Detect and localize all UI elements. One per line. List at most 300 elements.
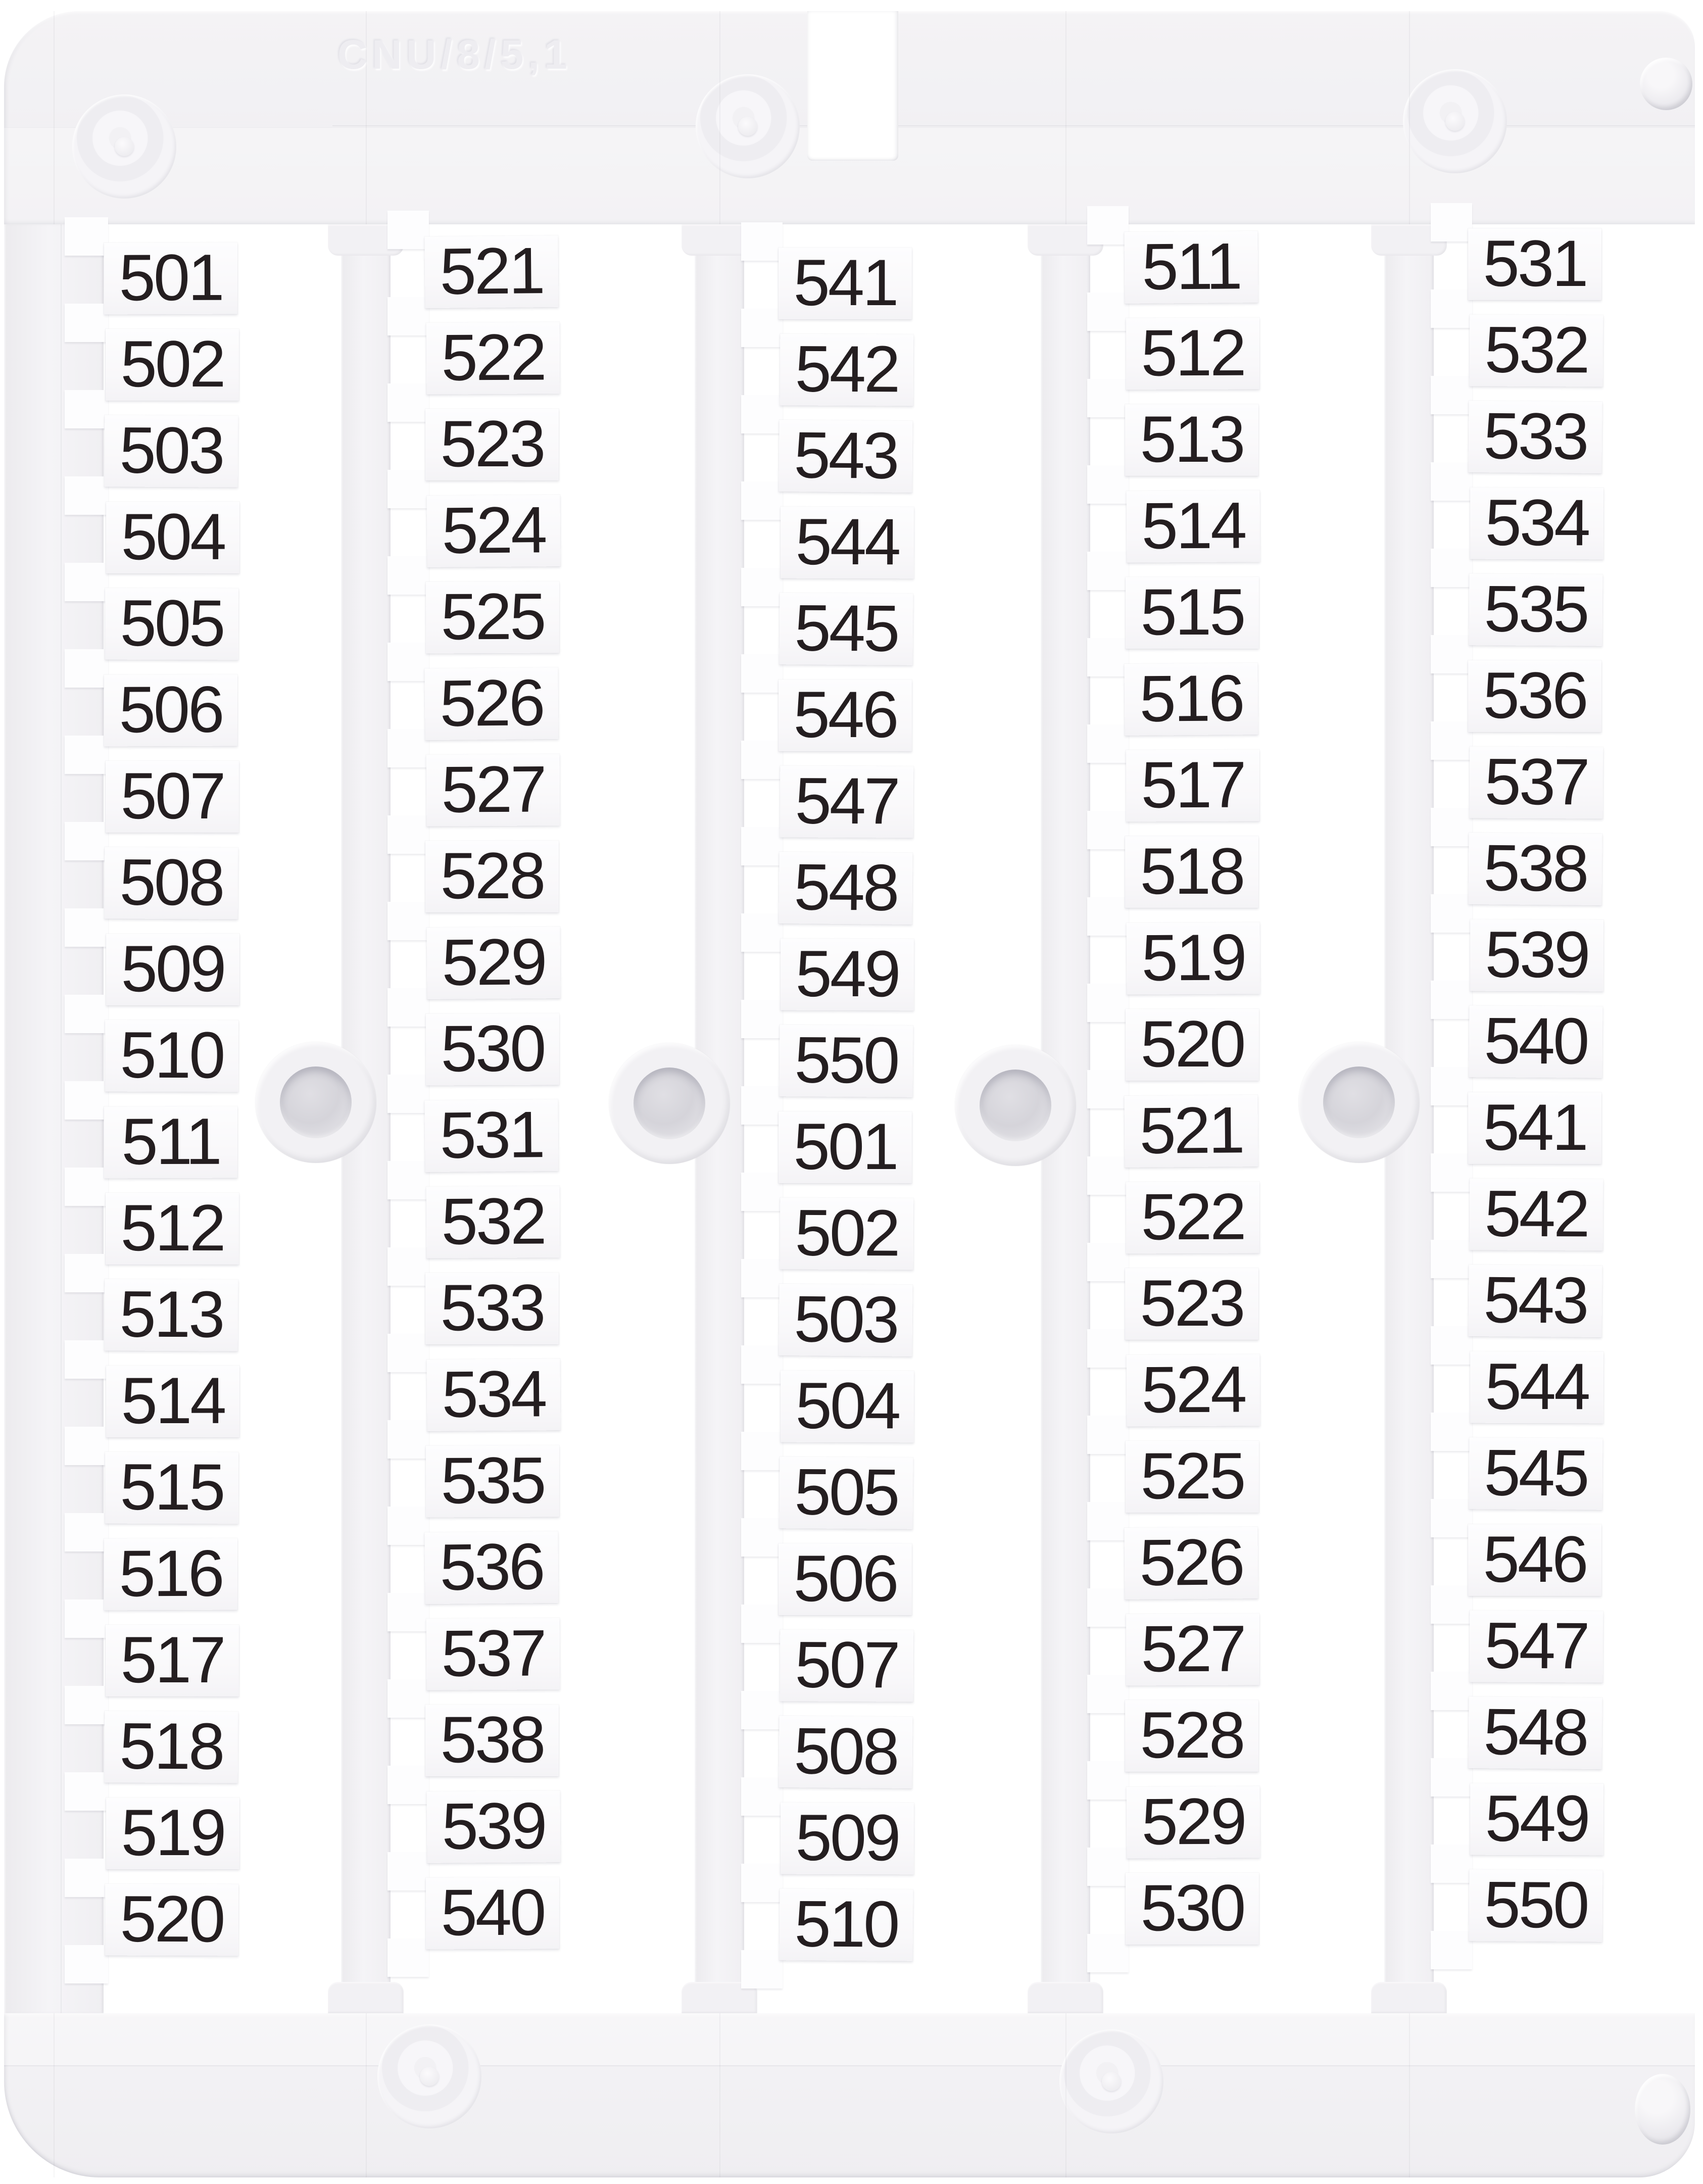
marker-tag — [1126, 747, 1259, 822]
strip-tab — [65, 1859, 108, 1897]
marker-tag — [426, 1445, 559, 1518]
marker-tag — [1469, 1005, 1603, 1078]
marker-tag — [780, 1197, 914, 1270]
marker-tag — [778, 1111, 912, 1183]
marker-tag — [104, 242, 237, 315]
marker-tag — [105, 1279, 238, 1351]
tag-number: 505 — [120, 586, 224, 660]
marker-tag — [105, 588, 238, 660]
tag-number: 512 — [1141, 315, 1245, 390]
marker-tag — [780, 1629, 914, 1702]
marker-tag — [1468, 1524, 1601, 1596]
marker-tag — [426, 1618, 560, 1690]
tag-number: 510 — [794, 1886, 898, 1961]
marker-tag — [781, 1368, 914, 1443]
marker-tag — [1126, 1438, 1259, 1513]
strip-tab — [741, 1950, 783, 1988]
tag-number: 545 — [794, 591, 898, 665]
strip-tab — [1087, 379, 1129, 417]
tag-number: 531 — [1483, 226, 1587, 301]
tag-number: 528 — [1140, 1697, 1244, 1772]
marker-tag — [1126, 315, 1259, 390]
tag-number: 506 — [793, 1541, 897, 1616]
marker-tag — [105, 1711, 238, 1783]
tag-number: 530 — [1140, 1870, 1244, 1945]
strip-tab — [387, 1161, 429, 1199]
ejector-pin-mark — [377, 2024, 481, 2128]
strip-tab — [1087, 465, 1129, 504]
tag-number: 514 — [121, 1363, 225, 1438]
strip-tab — [387, 643, 429, 681]
mounting-hole — [280, 1066, 352, 1138]
strip-tab — [1087, 724, 1129, 763]
strip-tab — [65, 1686, 108, 1724]
tag-number: 513 — [119, 1277, 223, 1351]
tag-number: 542 — [1484, 1176, 1588, 1251]
marker-tag — [1127, 1786, 1260, 1858]
tag-number: 538 — [1483, 831, 1588, 905]
spine-foot — [1028, 1982, 1103, 2013]
tag-number: 533 — [440, 1270, 544, 1345]
strip-tab — [1431, 1326, 1472, 1365]
marker-tag — [780, 333, 914, 406]
marker-tag — [425, 1702, 559, 1777]
spine-foot — [328, 1982, 404, 2013]
ejector-pin-mark — [72, 94, 176, 199]
marker-tag — [105, 1449, 238, 1524]
tag-number: 537 — [1484, 744, 1588, 819]
marker-tag — [426, 322, 560, 394]
tag-number: 550 — [794, 1023, 898, 1097]
marker-tag — [1126, 1179, 1259, 1254]
marker-tag — [424, 235, 558, 308]
embossed-code: CNU/8/5,1 — [337, 32, 572, 78]
tag-number: 509 — [121, 931, 225, 1006]
marker-tag — [780, 593, 913, 665]
tag-number: 503 — [793, 1282, 898, 1356]
strip-tab — [65, 476, 108, 515]
tag-number: 507 — [795, 1627, 899, 1702]
strip-tab — [741, 827, 783, 865]
marker-tag — [1469, 1869, 1603, 1942]
marker-tag — [105, 847, 238, 919]
strip-tab — [387, 1938, 429, 1977]
strip-tab — [1431, 721, 1472, 760]
marker-tag — [1125, 404, 1258, 476]
tag-number: 535 — [1484, 571, 1588, 646]
strip-tab — [1087, 206, 1129, 245]
rail-seam — [719, 2013, 720, 2177]
strip-tab — [1431, 981, 1472, 1019]
strip-tab — [387, 383, 429, 422]
strip-tab — [65, 1772, 108, 1811]
strip-tab — [1087, 1156, 1129, 1195]
marker-tag — [1126, 1611, 1259, 1686]
tag-number: 536 — [439, 1529, 544, 1604]
strip-tab — [65, 995, 108, 1033]
tag-number: 516 — [1139, 661, 1243, 736]
marker-tag — [106, 1363, 239, 1438]
strip-tab — [741, 654, 783, 693]
tag-number: 539 — [442, 1788, 546, 1863]
strip-tab — [1431, 462, 1472, 501]
strip-tab — [387, 902, 429, 940]
tag-number: 501 — [119, 240, 223, 315]
strip-tab — [387, 1420, 429, 1459]
tag-number: 540 — [1484, 1003, 1588, 1078]
strip-tab — [1431, 1413, 1472, 1451]
tag-number: 517 — [1141, 747, 1245, 822]
strip-tab — [1087, 1416, 1129, 1454]
strip-tab — [1431, 894, 1472, 933]
tag-number: 544 — [795, 504, 899, 579]
tag-number: 524 — [1141, 1352, 1245, 1427]
marker-tag — [780, 1888, 913, 1961]
marker-tag — [778, 1284, 912, 1356]
strip-tab — [741, 913, 783, 952]
strip-tab — [1087, 897, 1129, 936]
strip-tab — [741, 1518, 783, 1557]
tag-number: 526 — [439, 665, 544, 740]
strip-tab — [1087, 984, 1129, 1022]
tag-number: 535 — [441, 1443, 545, 1518]
tag-number: 538 — [440, 1702, 544, 1777]
marker-tag — [426, 1013, 559, 1086]
marker-tag — [426, 1358, 560, 1431]
strip-tab — [65, 563, 108, 601]
spine-foot — [1371, 1982, 1447, 2013]
marker-tag — [424, 1531, 558, 1604]
top-rail — [4, 11, 1695, 224]
marker-tag — [1127, 1354, 1260, 1426]
tag-number: 520 — [1140, 1006, 1244, 1081]
strip-tab — [1431, 203, 1472, 241]
strip-tab — [65, 304, 108, 342]
tag-number: 549 — [1485, 1781, 1589, 1856]
tag-number: 529 — [1141, 1784, 1245, 1859]
marker-tag — [1127, 922, 1260, 994]
strip-tab — [65, 1513, 108, 1551]
strip-tab — [1087, 638, 1129, 676]
tag-number: 550 — [1484, 1867, 1588, 1942]
strip-tab — [387, 470, 429, 508]
tag-number: 537 — [441, 1616, 545, 1690]
marker-tag — [781, 936, 914, 1011]
bottom-rail — [4, 2013, 1695, 2177]
tag-number: 528 — [440, 838, 544, 913]
tag-number: 547 — [795, 763, 899, 838]
marker-tag — [1470, 746, 1603, 818]
marker-tag — [426, 581, 559, 654]
rail-seam — [54, 2013, 55, 2177]
corner-dimple — [1635, 2074, 1690, 2145]
strip-tab — [1087, 1588, 1129, 1627]
strip-tab — [387, 729, 429, 767]
tag-number: 519 — [121, 1795, 225, 1870]
strip-tab — [387, 1247, 429, 1286]
marker-tag — [780, 1454, 913, 1529]
strip-tab — [741, 568, 783, 606]
tag-number: 542 — [795, 331, 899, 406]
marker-tag — [1126, 1006, 1259, 1081]
strip-spine-seam — [61, 224, 62, 2013]
tag-number: 540 — [441, 1875, 545, 1950]
strip-tab — [1431, 1240, 1472, 1278]
tag-number: 504 — [121, 499, 225, 574]
marker-tag — [1470, 919, 1603, 992]
marker-tag — [1127, 490, 1260, 562]
marker-tag — [1468, 228, 1601, 300]
tag-number: 531 — [439, 1097, 544, 1172]
strip-tab — [741, 1345, 783, 1384]
strip-tab — [1431, 1758, 1472, 1797]
tag-number: 511 — [121, 1104, 220, 1179]
marker-tag — [778, 245, 912, 320]
marker-tag — [1470, 1351, 1603, 1424]
strip-tab — [1087, 811, 1129, 849]
strip-tab — [1087, 1761, 1129, 1800]
strip-tab — [387, 1075, 429, 1113]
marker-tag — [1124, 231, 1258, 304]
tag-number: 536 — [1483, 658, 1587, 733]
tag-number: 518 — [119, 1709, 223, 1783]
tag-number: 534 — [1485, 485, 1589, 560]
mounting-hole-lobe — [609, 1043, 730, 1164]
marker-tag — [425, 838, 559, 913]
tag-number: 529 — [442, 925, 546, 999]
mounting-hole-lobe — [255, 1042, 376, 1163]
tag-number: 539 — [1485, 917, 1589, 992]
mounting-hole — [634, 1067, 705, 1139]
strip-tab — [65, 1081, 108, 1120]
tag-number: 502 — [120, 326, 224, 401]
tag-number: 545 — [1484, 1435, 1588, 1510]
marker-tag — [426, 495, 560, 567]
strip-tab — [387, 988, 429, 1027]
strip-tab — [741, 1691, 783, 1729]
tag-number: 510 — [120, 1017, 224, 1092]
tag-number: 530 — [441, 1011, 545, 1086]
marker-tag — [778, 1716, 912, 1788]
tag-number: 549 — [795, 936, 899, 1011]
marker-tag — [1469, 1437, 1603, 1510]
marker-tag — [106, 1622, 239, 1697]
marker-tag — [106, 326, 239, 401]
tag-number: 504 — [795, 1368, 899, 1443]
strip-tab — [387, 1766, 429, 1804]
tag-number: 503 — [119, 413, 223, 488]
strip-tab — [387, 297, 429, 335]
tag-number: 507 — [120, 758, 224, 833]
rail-seam — [54, 11, 55, 224]
tag-number: 511 — [1141, 229, 1241, 304]
strip-tab — [1087, 1329, 1129, 1368]
tag-number: 520 — [120, 1881, 224, 1956]
strip-tab — [387, 1679, 429, 1718]
strip-tab — [741, 1432, 783, 1470]
tag-number: 521 — [439, 233, 544, 308]
tag-number: 532 — [1484, 312, 1588, 387]
strip-tab — [65, 1427, 108, 1465]
marker-tag — [1468, 401, 1602, 473]
tag-number: 508 — [793, 1714, 898, 1788]
strip-tab — [741, 1605, 783, 1643]
marker-tag — [778, 852, 912, 925]
tag-number: 502 — [795, 1195, 899, 1270]
tag-number: 506 — [119, 672, 223, 747]
tag-number: 519 — [1141, 920, 1245, 995]
marker-tag — [1470, 1783, 1603, 1856]
strip-tab — [1431, 1672, 1472, 1710]
marker-tag — [426, 754, 560, 826]
tag-number: 522 — [441, 320, 545, 395]
tag-number: 548 — [1483, 1694, 1588, 1769]
marker-tag — [781, 504, 914, 579]
strip-tab — [741, 1777, 783, 1816]
strip-tab — [387, 1334, 429, 1372]
strip-tab — [1087, 1934, 1129, 1972]
strip-tab — [1431, 1845, 1472, 1883]
strip-tab — [387, 211, 429, 249]
strip-tab — [65, 1254, 108, 1292]
strip-tab — [741, 1000, 783, 1038]
strip-tab — [1431, 376, 1472, 414]
tag-number: 516 — [119, 1536, 223, 1611]
strip-tab — [1087, 1848, 1129, 1886]
tag-number: 547 — [1484, 1608, 1588, 1683]
strip-tab — [741, 481, 783, 520]
strip-tab — [1431, 808, 1472, 846]
strip-tab — [1087, 1070, 1129, 1108]
tag-number: 544 — [1485, 1349, 1589, 1424]
tag-number: 541 — [793, 245, 897, 320]
tag-number: 515 — [120, 1449, 224, 1524]
tag-number: 534 — [442, 1356, 546, 1431]
tag-number: 513 — [1140, 402, 1244, 476]
strip-tab — [65, 1945, 108, 1983]
tag-number: 525 — [441, 579, 545, 654]
tag-number: 523 — [1140, 1266, 1244, 1340]
marker-tag — [105, 1881, 238, 1956]
tag-number: 515 — [1140, 574, 1244, 649]
marker-tag — [778, 420, 912, 493]
marker-tag — [1124, 1527, 1258, 1599]
strip-tab — [65, 217, 108, 256]
tag-number: 533 — [1483, 399, 1588, 473]
tag-number: 505 — [794, 1454, 898, 1529]
strip-tab — [1087, 1675, 1129, 1713]
marker-tag — [781, 1800, 914, 1875]
strip-tab — [387, 556, 429, 595]
rail-seam — [719, 11, 720, 224]
rail-seam — [366, 11, 367, 224]
tag-number: 546 — [793, 677, 897, 752]
strip-tab — [741, 1086, 783, 1125]
tag-number: 523 — [440, 406, 544, 481]
top-notch-cutout — [807, 11, 898, 161]
tag-number: 548 — [793, 850, 898, 925]
marker-tag — [426, 1877, 559, 1950]
marker-tag — [1125, 1268, 1258, 1340]
strip-tab — [387, 1852, 429, 1890]
marker-tag — [1470, 1610, 1603, 1682]
tag-number: 509 — [795, 1800, 899, 1875]
marker-tag — [104, 1106, 237, 1179]
marker-tag — [778, 1543, 912, 1615]
marker-tag — [106, 1190, 239, 1265]
marker-tag — [1125, 1697, 1258, 1772]
marker-tag — [106, 1795, 239, 1870]
marker-tag — [1124, 1095, 1258, 1168]
marker-tag — [106, 758, 239, 833]
tag-number: 532 — [441, 1184, 545, 1258]
marker-tag — [1124, 663, 1258, 736]
bottom-rail-recessed-band — [4, 2013, 1695, 2065]
tag-number: 527 — [441, 752, 545, 827]
marker-tag — [426, 927, 560, 999]
marker-tag — [105, 1017, 238, 1092]
tag-number: 522 — [1141, 1179, 1245, 1254]
rail-seam — [366, 2013, 367, 2177]
marker-tag — [1125, 836, 1258, 908]
strip-tab — [65, 649, 108, 688]
strip-tab — [65, 1599, 108, 1638]
tag-number: 512 — [120, 1190, 224, 1265]
marker-tag — [106, 931, 239, 1006]
marker-tag — [425, 406, 559, 481]
marker-tag — [424, 667, 558, 740]
marker-tag — [780, 1025, 913, 1097]
tag-number: 543 — [793, 418, 898, 493]
tag-number: 517 — [120, 1622, 224, 1697]
strip-tab — [1431, 635, 1472, 673]
strip-tab — [741, 395, 783, 433]
tag-number: 514 — [1141, 488, 1245, 563]
strip-tab — [65, 390, 108, 428]
marker-tag — [426, 1186, 560, 1258]
marker-tag — [426, 1790, 560, 1863]
tag-number: 501 — [793, 1109, 897, 1184]
bottom-rail-seam — [4, 2065, 1695, 2066]
marker-tag — [1468, 1696, 1602, 1769]
corner-dimple — [1640, 58, 1692, 110]
strip-tab — [387, 1593, 429, 1631]
marker-tag — [425, 1270, 559, 1345]
strip-tab — [65, 736, 108, 774]
rail-seam — [1409, 2013, 1410, 2177]
marker-tag — [1126, 574, 1259, 649]
strip-tab — [1431, 1931, 1472, 1969]
marker-tag — [1470, 1178, 1603, 1250]
strip-tab — [741, 1864, 783, 1902]
strip-tab — [1431, 1585, 1472, 1624]
marker-tag — [1470, 485, 1603, 560]
marker-tag — [106, 499, 239, 574]
strip-tab — [1087, 552, 1129, 590]
mounting-hole — [980, 1070, 1051, 1141]
marker-tag — [1468, 1092, 1601, 1164]
rail-seam — [1065, 2013, 1066, 2177]
strip-tab — [1087, 293, 1129, 331]
tag-number: 524 — [442, 493, 546, 567]
tag-number: 525 — [1140, 1438, 1244, 1513]
strip-tab — [1431, 289, 1472, 328]
mounting-hole-lobe — [955, 1045, 1076, 1166]
strip-tab — [387, 1507, 429, 1545]
strip-tab — [65, 1168, 108, 1206]
marker-tag — [424, 1099, 558, 1172]
marker-tag — [1468, 833, 1602, 905]
